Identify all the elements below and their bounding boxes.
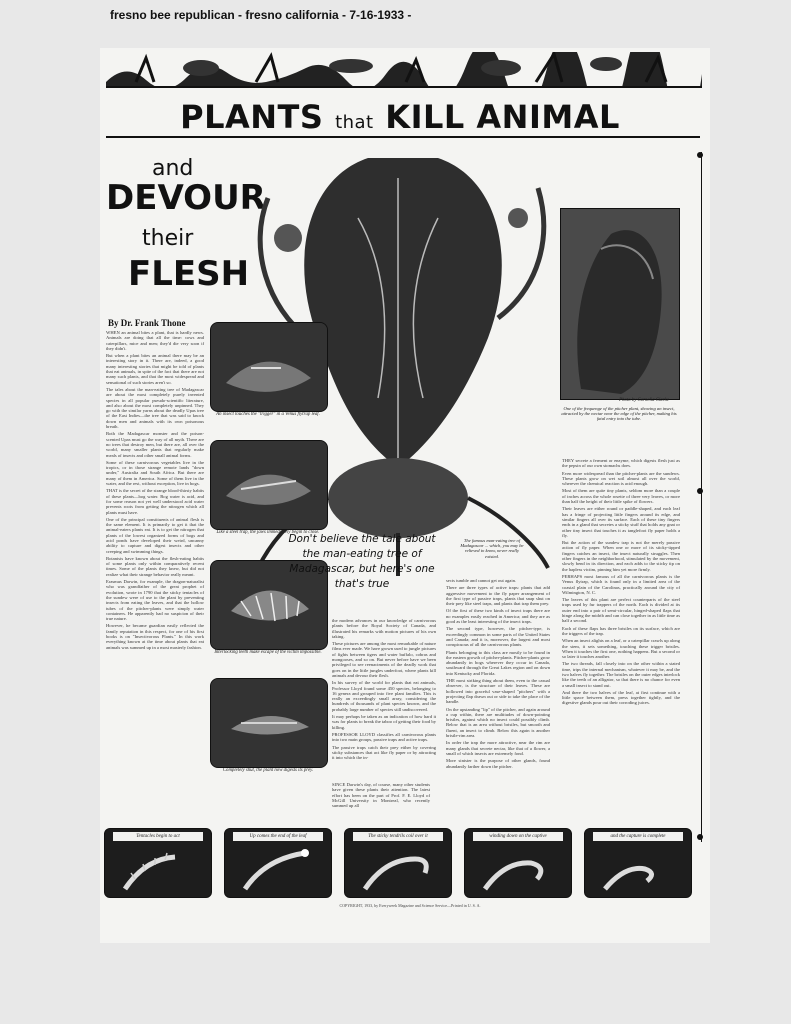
right-column-rule: [701, 152, 702, 842]
subtitle-their: their: [142, 226, 194, 251]
strip-frame-3: [344, 828, 452, 898]
photo-caption-3: Interlocking teeth make escape of the victim impossible.: [214, 650, 322, 655]
page-title: PLANTS that KILL ANIMAL: [180, 98, 620, 136]
strip-caption-1: Tentacles begin to act: [113, 832, 203, 841]
sundew-filmstrip: [100, 828, 710, 900]
flytrap-photo-4: [210, 678, 328, 768]
pitcher-photo-caption: One of the frequenge of the pitcher plant, showing an insect, attracted by the nectar near the edge of the pitcher, making his fatal entry into the tube.: [561, 406, 677, 422]
strip-caption-3: The sticky tendrils coil over it: [353, 832, 443, 841]
byline: By Dr. Frank Thone: [108, 318, 186, 328]
pitcher-plant-photo: [560, 208, 680, 400]
rule-pin-top: [697, 152, 703, 158]
strip-frame-5: [584, 828, 692, 898]
photo-caption-4: Completely shut, the plant now digests its prey.: [222, 768, 314, 773]
article-column-2: SINCE Darwin's day, of course, many other students have given these plants their attention. The latest effort has been on the part of Prof. F. E. Lloyd of McGill University in Montreal, who recently summed up all: [332, 782, 430, 809]
subtitle-and: and: [152, 156, 194, 181]
newspaper-page: [100, 48, 710, 943]
strip-frame-1: [104, 828, 212, 898]
pull-quote: Don't believe the tale about the man-eating tree of Madagascar, but here's one that's true: [288, 533, 436, 590]
rule-pin-middle: [697, 488, 703, 494]
strip-frame-4: [464, 828, 572, 898]
article-column-5: THEY secrete a ferment or enzyme, which digests flesh just as the pepsin of our own stomachs does. Even more widespread than the pitcher-plants are the sundews. These plants grow on wet soil almost all over the world, wherever the chemical reaction is acid enough. Most of them are quite tiny plants, seldom more than a couple of inches across the whole rosette of three very leaves, or more than half the height of their little spike of flowers. Their leaves are either round or paddle-shaped, and each leaf has a fringe of projecting little fingers around its edge, and similar fingers all over its surface. Each of these tiny fingers ends in a gland that secretes a sticky stuff that holds any gnat or other tiny insect that touches it as tanglefoot fly paper holds a fly. But the action of the sundew trap is not the merely passive action of fly paper. When one or more of its sticky-tipped fingers catches an insect, the insect naturally struggles. Then other fingers in the neighborhood, stimulated by the movement, slowly bend in its direction, and each adds to the sticky tip on the hapless victim, pinning him yet more firmly. PERHAPS most famous of all the carnivorous plants is the Venus flytrap, which is found only in a limited area of the coastal plain of the Carolinas, practically around the city of Wilmington, N. C. The leaves of this plant are perfect counterparts of the steel traps used by fur trappers of the north. Each is divided at its outer end into a pair of semi-circular, hinged-shaped flaps that hinge along the midrib and can close together in as little time as half a second. Each of these flaps has three bristles on its surface, which are the triggers of the trap. When an insect alights on a leaf, or a caterpillar crawls up along the stem, it sets something, touching these trigger bristles. When it touches the first one, nothing happens. But a second or so later it touches another. The two threads, fall closely into on the other within a stated time, trips the internal mechanism, whatever it may be, and the two halves fly together. The bristles on the outer edges interlock like the teeth of an alligator, so that there is no chance for even a small insect to stand out. And there the two halves of the leaf, at first continue with a little space between them, press together tightly, and the digestive glands pour out their corroding juices.: [562, 458, 680, 706]
photo-caption-1: An insect touches the "trigger" in a Venus flytrap leaf.: [216, 412, 320, 417]
copyright-line: COPYRIGHT, 1933, by Everyweek Magazine and Science Service—Printed in U. S. A.: [339, 903, 481, 908]
subtitle-flesh: FLESH: [128, 254, 250, 294]
jungle-banner-illustration: [106, 52, 702, 88]
photo-caption-2: Like a steel trap, the jaws immediately begin to close.: [216, 530, 320, 535]
article-column-3: the modern advances in our knowledge of carnivorous plants before the Royal Society of Canada, and illustrated his remarks with motion pictures of his own taking. These pictures are among the most remarkable of nature films ever made. We have grown used to jungle pictures of fights between tigers and water buffalo, cobras and mongooses, and so on. But never before have we been privileged to see reenactments of the deadly work that goes on in the little jungles underfoot, where plants kill animals and devour their flesh. In his survey of the world for plants that eat animals, Professor Lloyd found some 450 species, belonging to 16 genera and grouped into five plant families. This is really an exceedingly small array, considering the hundreds of thousands of plant species known, and the probably large number of species still undiscovered. It may perhaps be taken as an indication of how hard it was for plants to break the taboo of getting their food by killing. PROFESSOR LLOYD classifies all carnivorous plants into two main groups, passive traps and active traps. The passive traps catch their prey either by covering sticky substances that act like fly paper or by attracting it into which the in-: [332, 618, 436, 761]
flytrap-photo-2: [210, 440, 328, 530]
article-column-4: sects tumble and cannot get out again. There are three types of active traps: plants that add aggressive movement to the fly paper arrangement of the first type of passive traps, plants that snap shut on their prey like steel traps, and plants that trap them prey. Of the first of these two kinds of insect traps there are no examples easily reached in America; and they are as good as the least interesting of the insect traps. The second type, however, the pitcher-type, is exceedingly common in some parts of the United States and Canada; and it is, moreover, the largest and most conspicuous of all the carnivorous plants. Plants belonging to this class are mostly to be found in the eastern growth of pitcher-plants. Pitcher-plants grow abundantly in bogs wherever they occur in Canada, southward through the Great Lakes region and on down into Kentucky and Florida. THE most striking thing about them, even to the casual observer, is the structure of their leaves. These are hollowed into graceful vase-shaped "pitchers" with a projecting flap drawn out or side to take the place of the handle. On the upstanding "lip" of the pitcher, and again around a cup within, there are multitudes of down-pointing bristles, against which no insect could possibly climb. Below that is an area without bristles, but smooth and fluent, an insect to climb. Below this again is another bristle-rim area. In order the trap the more attractive, near the rim are many glands that secrete nectar, like that of a flower, a small of which insects are extremely fond. More sinister is the purpose of other glands, found abundantly farther down the pitcher.: [446, 578, 550, 769]
strip-caption-5: and the capture is complete: [593, 832, 683, 841]
strip-frame-2: [224, 828, 332, 898]
article-column-1: WHEN an animal bites a plant, that is hardly news. Animals are doing that all the time: cows and caterpillars, mice and men; they'd die very soon if they didn't. But when a plant bites an animal there may be an interesting story in it. There are, indeed, a good many interesting stories that might be told of plants that eat animals, in spite of the fact that there are not many such plants, and that the most widespread and sensational of such stories aren't so. The tales about the man-eating tree of Madagascar are about the most completely purely invented species in all popular pseudo-scientific literature, and also about the most completely unpinned. They go with the similar yarns about the deadly Upas tree of the East Indies—the tree that was said to knock down men and animals with its own poisonous breath. Both the Madagascar monster and the poison-scented Upas must go the way of all myth. There are no trees that destroy men, but there are, all over the world, many smaller plants that regularly make meals of insects and other small animal forms. Some of these carnivorous vegetables live in the tropics, or in those strange remote lands "down under," Australia and South Africa. But there are many of them in America. Some of them live in the water, and the rest, without exception, live in bogs. THAT is the secret of the strange blood-thirsty habits of these plants—bog water. Bog water is acid, and for some reason not yet well understood acid water prevents roots from getting the nitrogen which all plants must have. One of the principal constituents of animal flesh is the same element. It is primarily to get it that the animal-eaters plants eat. It is to get the nitrogen that plants of the lowest organized forms of bogs and acid ponds have developed their weird, uncanny ability to capture and digest insects and other creeping and swimming things. Botanists have known about the flesh-eating habits of some plants only within comparatively recent times. Some of the plants they knew, but did not realize what their strange behavior really meant. Erasmus Darwin, for example, the dragon-naturalist who was grandfather of the great prophet of evolution, wrote in 1790 that the sticky tentacles of the sundew were of use to the plant by preventing insects from eating the leaves, and that the hollow tubes of the pitcher-plants were simply water containers. He apparently had no suspicion of their true nature. However, he became guardian easily reflected the family reputation in this respect, for one of his first books is on "Insectivorous Plants." In this work everything known at the time about plants that eat animals was summed up in a most masterly fashion.: [106, 330, 204, 650]
strip-caption-2: Up comes the end of the leaf: [233, 832, 323, 841]
flytrap-photo-1: [210, 322, 328, 412]
tree-caption: The famous man-eating tree of Madagascar ... which, you may be relieved to know, never really existed.: [460, 538, 524, 559]
pitcher-photo-credit: Photo by Cornelia Clarke: [619, 398, 669, 403]
source-line: fresno bee republican - fresno california - 7-16-1933 -: [110, 8, 412, 22]
strip-caption-4: winding down on the captive: [473, 832, 563, 841]
subtitle-devour: DEVOUR: [106, 178, 266, 218]
